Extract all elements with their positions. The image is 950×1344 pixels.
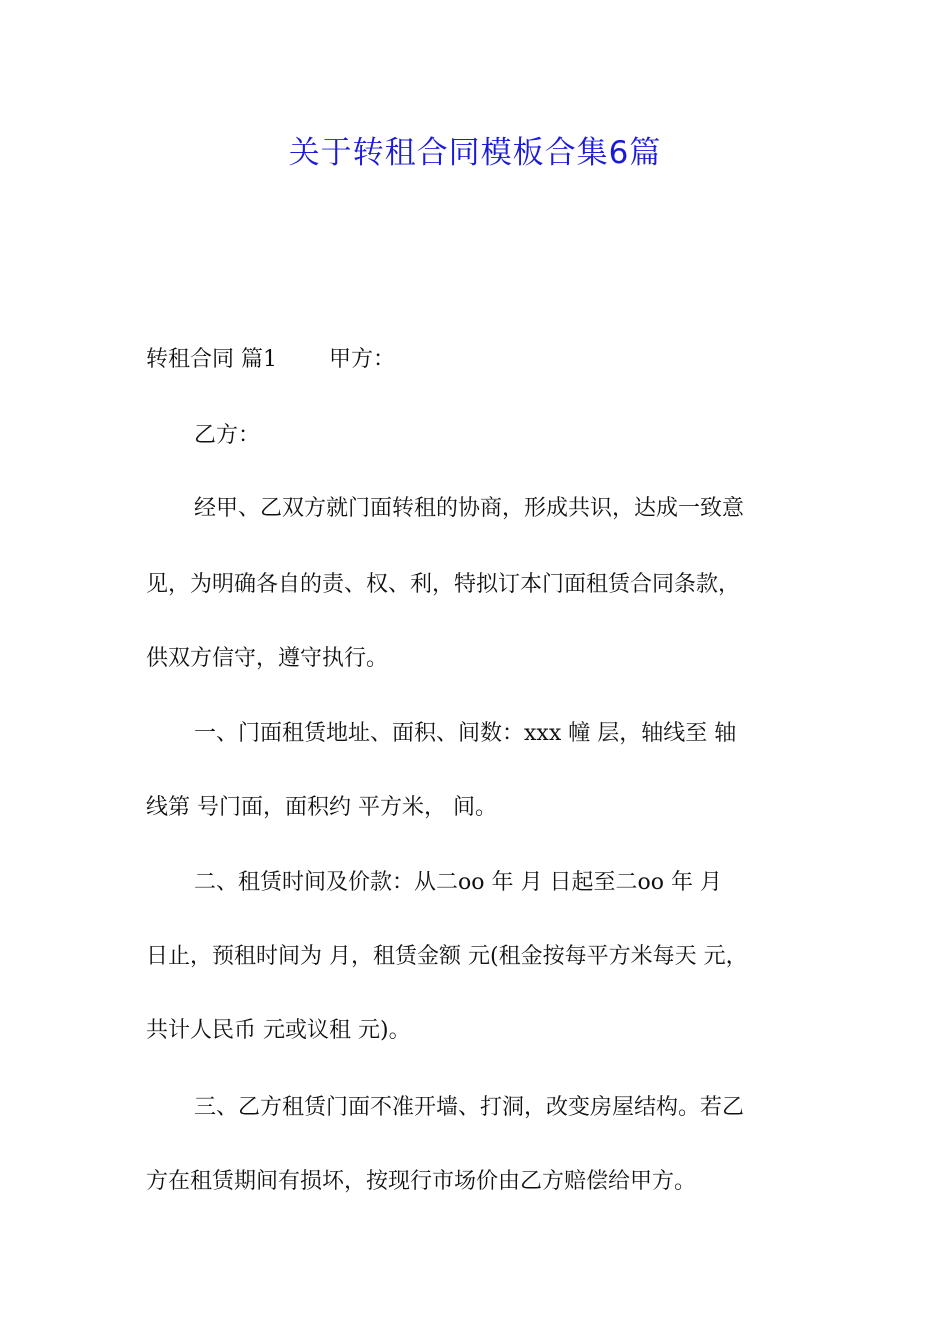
document-title: 关于转租合同模板合集6篇 [288,135,662,171]
party-b-label: 乙方： [194,423,261,448]
clause-3-line: 三、乙方租赁门面不准开墙、打洞，改变房屋结构。若乙 [194,1095,745,1120]
clause-2-line: 日止，预租时间为 月，租赁金额 元(租金按每平方米每天 元， [146,944,748,969]
paragraph-line: 经甲、乙双方就门面转租的协商，形成共识，达成一致意 [194,496,745,521]
paragraph-line: 供双方信守，遵守执行。 [146,646,389,671]
clause-2-line: 二、租赁时间及价款：从二oo 年 月 日起至二oo 年 月 [194,870,722,895]
clause-1-line: 线第 号门面，面积约 平方米， 间。 [146,795,497,820]
clause-3-line: 方在租赁期间有损坏，按现行市场价由乙方赔偿给甲方。 [146,1169,697,1194]
paragraph-line: 见，为明确各自的责、权、利，特拟订本门面租赁合同条款， [146,572,741,597]
clause-2-line: 共计人民币 元或议租 元)。 [146,1018,411,1043]
clause-1-line: 一、门面租赁地址、面积、间数：xxx 幢 层，轴线至 轴 [194,721,737,746]
header-line [146,345,846,375]
section-label: 转租合同 篇1 [146,347,277,372]
party-a-label: 甲方： [329,347,396,372]
